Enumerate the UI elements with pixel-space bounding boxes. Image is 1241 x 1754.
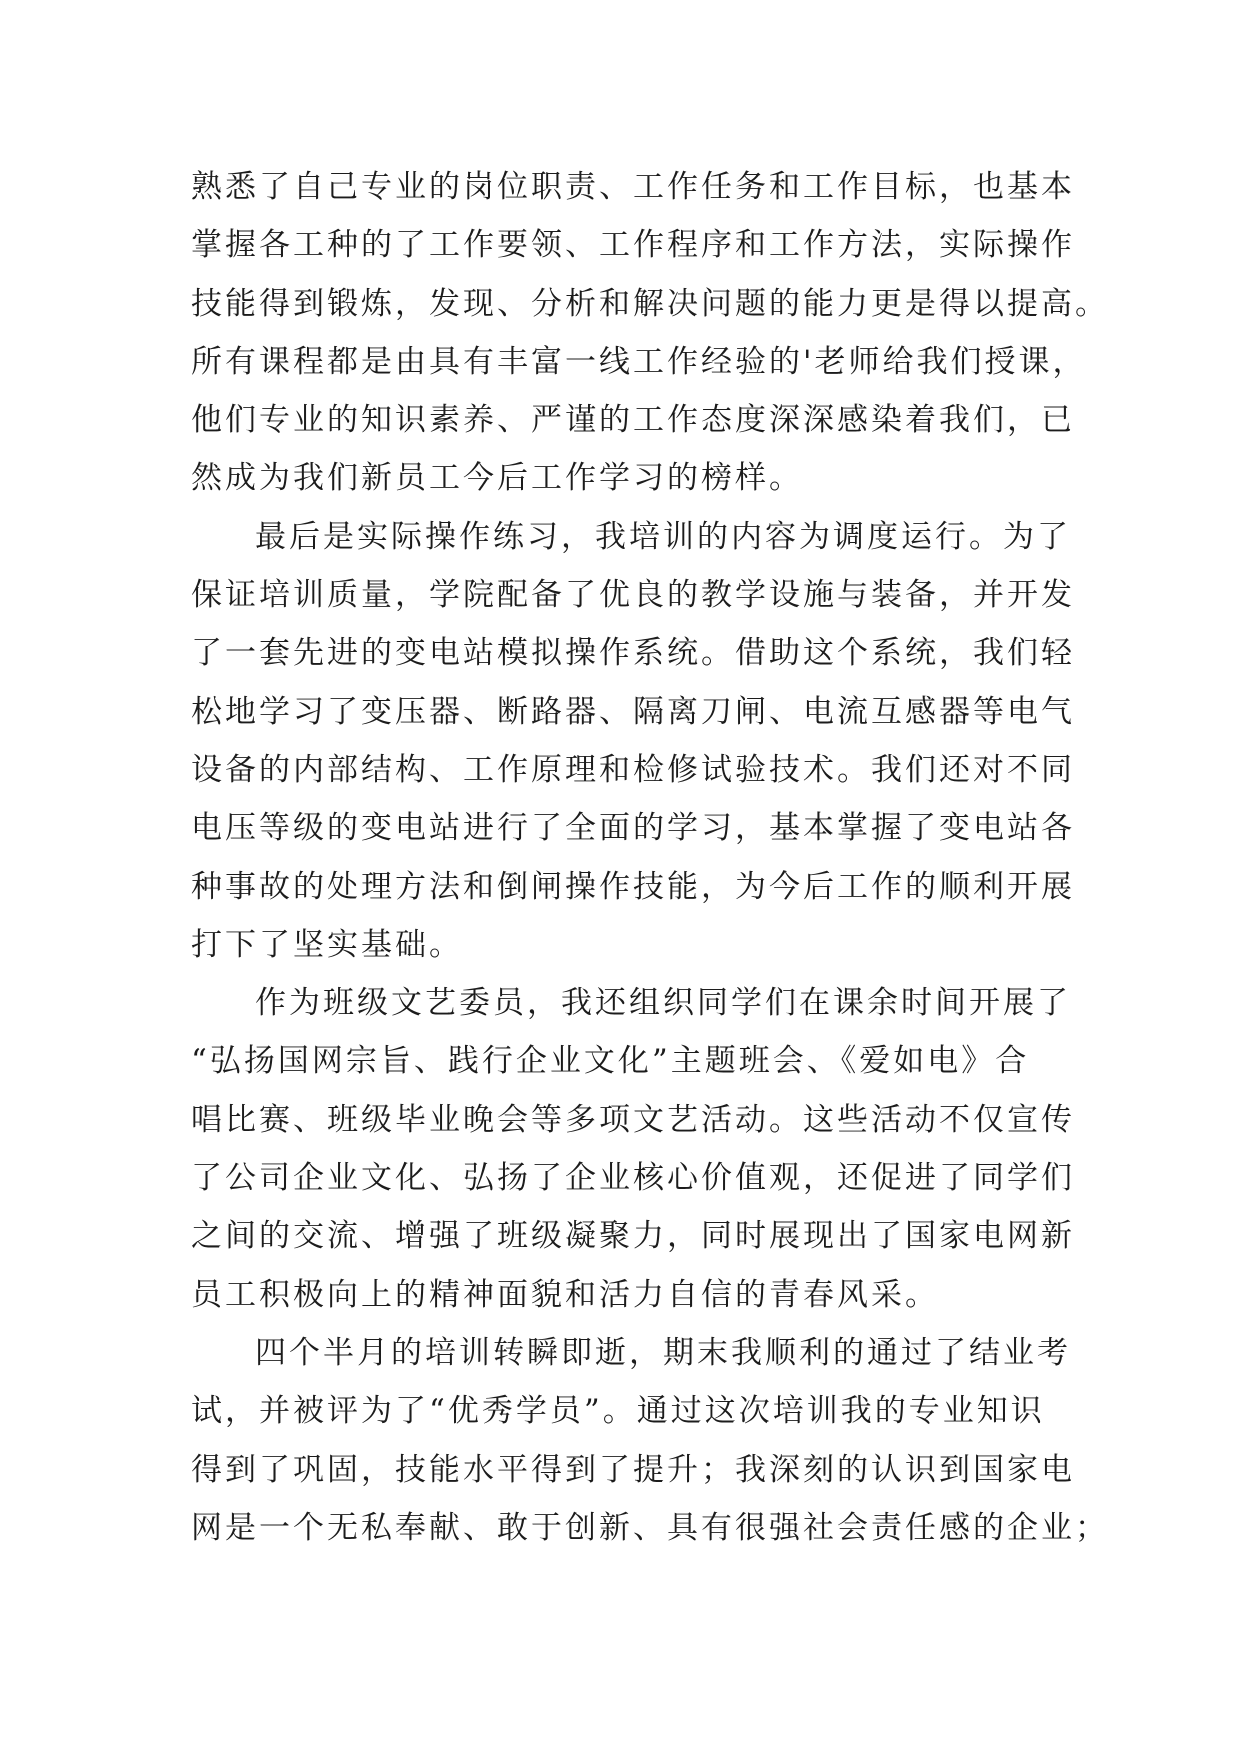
paragraph-4-line-3: 得到了巩固，技能水平得到了提升；我深刻的认识到国家电 (191, 1451, 1075, 1488)
paragraph-3-line-3: 唱比赛、班级毕业晚会等多项文艺活动。这些活动不仅宣传 (191, 1101, 1075, 1138)
paragraph-3-line-4: 了公司企业文化、弘扬了企业核心价值观，还促进了同学们 (191, 1160, 1075, 1197)
paragraph-1-line-2: 掌握各工种的了工作要领、工作程序和工作方法，实际操作 (191, 227, 1075, 264)
paragraph-2-line-4: 松地学习了变压器、断路器、隔离刀闸、电流互感器等电气 (191, 693, 1075, 730)
paragraph-3-line-6: 员工积极向上的精神面貌和活力自信的青春风采。 (191, 1276, 939, 1313)
paragraph-3-line-1: 作为班级文艺委员，我还组织同学们在课余时间开展了 (255, 985, 1071, 1022)
paragraph-1-line-3: 技能得到锻炼，发现、分析和解决问题的能力更是得以提高。 (191, 285, 1109, 322)
paragraph-4-line-4: 网是一个无私奉献、敢于创新、具有很强社会责任感的企业； (191, 1509, 1109, 1546)
paragraph-2-line-7: 种事故的处理方法和倒闸操作技能，为今后工作的顺利开展 (191, 868, 1075, 905)
paragraph-1-line-4: 所有课程都是由具有丰富一线工作经验的'老师给我们授课， (191, 343, 1087, 380)
paragraph-2-line-3: 了一套先进的变电站模拟操作系统。借助这个系统，我们轻 (191, 635, 1075, 672)
paragraph-2-line-5: 设备的内部结构、工作原理和检修试验技术。我们还对不同 (191, 751, 1075, 788)
paragraph-2-line-1: 最后是实际操作练习，我培训的内容为调度运行。为了 (255, 518, 1071, 555)
paragraph-1-line-6: 然成为我们新员工今后工作学习的榜样。 (191, 460, 803, 497)
paragraph-2-line-8: 打下了坚实基础。 (191, 926, 463, 963)
paragraph-4-line-2: 试，并被评为了“优秀学员”。通过这次培训我的专业知识 (191, 1393, 1045, 1430)
paragraph-3-line-5: 之间的交流、增强了班级凝聚力，同时展现出了国家电网新 (191, 1218, 1075, 1255)
paragraph-4-line-1: 四个半月的培训转瞬即逝，期末我顺利的通过了结业考 (255, 1334, 1071, 1371)
paragraph-3-line-2: “弘扬国网宗旨、践行企业文化”主题班会、《爱如电》合 (191, 1043, 1030, 1080)
paragraph-2-line-6: 电压等级的变电站进行了全面的学习，基本掌握了变电站各 (191, 810, 1075, 847)
paragraph-2-line-2: 保证培训质量，学院配备了优良的教学设施与装备，并开发 (191, 577, 1075, 614)
paragraph-1-line-1: 熟悉了自己专业的岗位职责、工作任务和工作目标，也基本 (191, 169, 1075, 205)
document-body (191, 158, 1109, 1557)
paragraph-1-line-5: 他们专业的知识素养、严谨的工作态度深深感染着我们，已 (191, 402, 1075, 439)
